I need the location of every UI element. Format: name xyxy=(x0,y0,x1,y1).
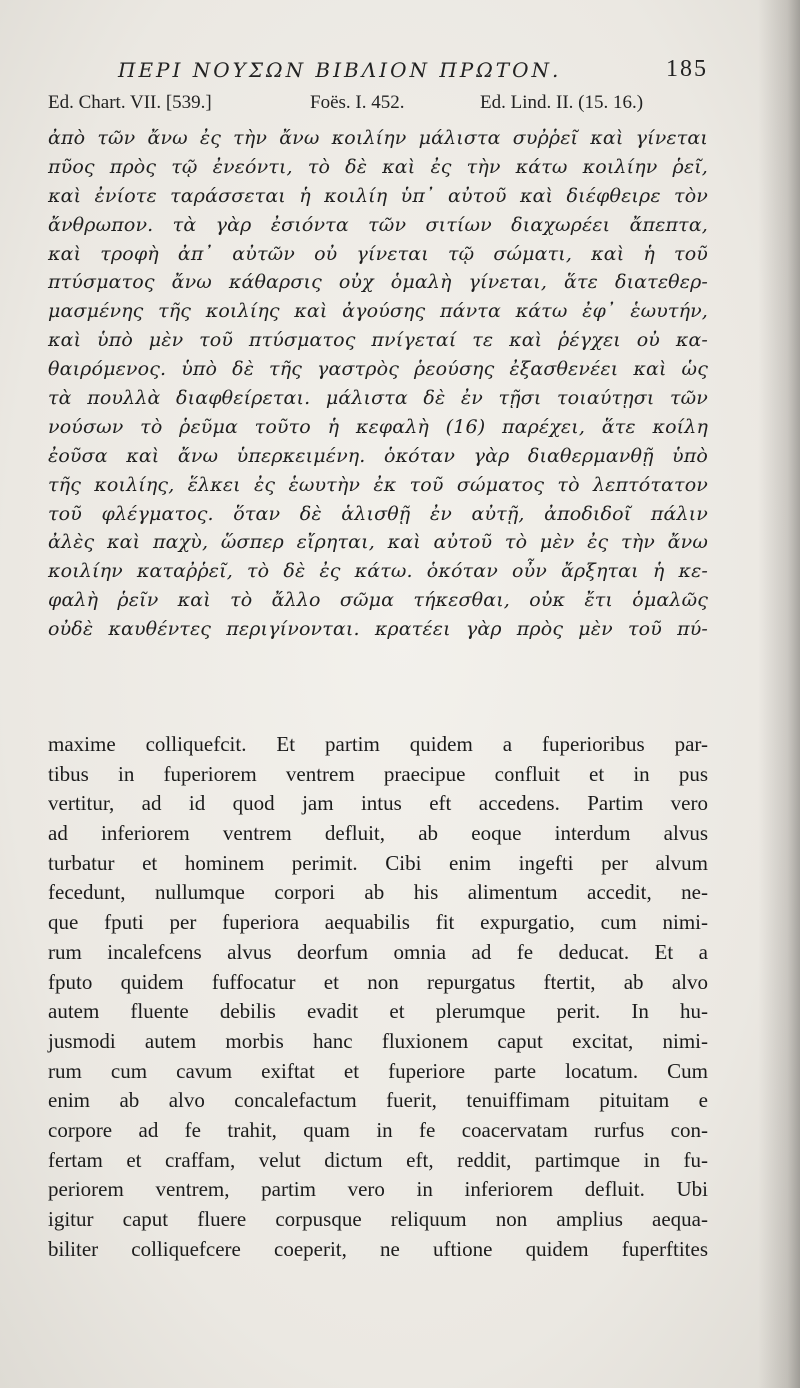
latin-line: vertitur, ad id quod jam intus eft accedens. Partim vero xyxy=(48,791,708,816)
greek-line: νούσων τὸ ῥεῦμα τοῦτο ἡ κεφαλὴ (16) παρέχει, ἅτε κοίλη xyxy=(48,415,708,438)
latin-line: corpore ad fe trahit, quam in fe coacervatam rurfus con- xyxy=(48,1117,708,1142)
page-header xyxy=(118,58,708,90)
lindenius-reference: Ed. Lind. II. (15. 16.) xyxy=(480,92,644,113)
edition-references xyxy=(48,92,708,120)
latin-line: biliter colliquefcere coeperit, ne uftione quidem fuperftites xyxy=(48,1236,708,1261)
greek-line: ἐοῦσα καὶ ἄνω ὑπερκειμένη. ὁκόταν γὰρ διαθερμανθῇ ὑπὸ xyxy=(48,444,708,467)
latin-line: enim ab alvo concalefactum fuerit, tenuiffimam pituitam e xyxy=(48,1088,708,1113)
latin-line: que fputi per fuperiora aequabilis fit expurgatio, cum nimi- xyxy=(48,910,708,935)
greek-line: τὰ πουλλὰ διαφθείρεται. μάλιστα δὲ ἐν τῇσι τοιαύτῃσι τῶν xyxy=(48,387,708,410)
latin-line: igitur caput fluere corpusque reliquum non amplius aequa- xyxy=(48,1207,708,1231)
greek-line: ἀλὲς καὶ παχὺ, ὥσπερ εἴρηται, καὶ αὐτοῦ τὸ μὲν ἐς τὴν ἄνω xyxy=(48,531,708,554)
page-number: 185 xyxy=(666,56,708,82)
greek-line: οὐδὲ καυθέντες περιγίνονται. κρατέει γὰρ πρὸς μὲν τοῦ πύ- xyxy=(48,618,708,641)
foesius-reference: Foës. I. 452. xyxy=(310,92,405,113)
running-title: ΠΕΡΙ ΝΟΥΣΩΝ ΒΙΒΛΙΟΝ ΠΡΩΤΟΝ. xyxy=(118,58,562,82)
page-edge-shadow xyxy=(758,0,800,1388)
greek-line: θαιρόμενος. ὑπὸ δὲ τῆς γαστρὸς ῥεούσης ἐξασθενέει καὶ ὡς xyxy=(48,358,708,381)
latin-line: ad inferiorem ventrem defluit, ab eoque interdum alvus xyxy=(48,821,708,846)
latin-line: periorem ventrem, partim vero in inferiorem defluit. Ubi xyxy=(48,1177,708,1202)
greek-line: τοῦ φλέγματος. ὅταν δὲ ἁλισθῇ ἐν αὐτῇ, ἀποδιδοῖ πάλιν xyxy=(48,502,708,525)
chartier-reference: Ed. Chart. VII. [539.] xyxy=(48,92,212,113)
greek-line: καὶ τροφὴ ἀπ᾿ αὐτῶν οὐ γίνεται τῷ σώματι, καὶ ἡ τοῦ xyxy=(48,242,708,265)
greek-line: πῦος πρὸς τῷ ἐνεόντι, τὸ δὲ καὶ ἐς τὴν κάτω κοιλίην ῥεῖ, xyxy=(48,155,708,178)
latin-line: maxime colliquefcit. Et partim quidem a fuperioribus par- xyxy=(48,732,708,756)
greek-text-block xyxy=(48,124,708,644)
latin-line: autem fluente debilis evadit et plerumque perit. In hu- xyxy=(48,999,708,1024)
greek-line: κοιλίην καταῤῥεῖ, τὸ δὲ ἐς κάτω. ὁκόταν οὖν ἄρξηται ἡ κε- xyxy=(48,560,708,583)
greek-line: τῆς κοιλίης, ἕλκει ἐς ἑωυτὴν ἐκ τοῦ σώματος τὸ λεπτότατον xyxy=(48,473,708,496)
greek-line: φαλὴ ῥεῖν καὶ τὸ ἄλλο σῶμα τήκεσθαι, οὐκ ἔτι ὁμαλῶς xyxy=(48,589,708,612)
latin-text-block xyxy=(48,730,708,1264)
latin-line: tibus in fuperiorem ventrem praecipue confluit et in pus xyxy=(48,761,708,786)
greek-line: ἄνθρωπον. τὰ γὰρ ἐσιόντα τῶν σιτίων διαχωρέει ἄπεπτα, xyxy=(48,213,708,236)
greek-line: καὶ ὑπὸ μὲν τοῦ πτύσματος πνίγεταί τε καὶ ῥέγχει οὐ κα- xyxy=(48,329,708,352)
latin-line: rum incalefcens alvus deorfum omnia ad fe deducat. Et a xyxy=(48,939,708,964)
latin-line: turbatur et hominem perimit. Cibi enim ingefti per alvum xyxy=(48,850,708,875)
latin-line: fertam et craffam, velut dictum eft, reddit, partimque in fu- xyxy=(48,1147,708,1172)
greek-line: καὶ ἐνίοτε ταράσσεται ἡ κοιλίη ὑπ᾿ αὐτοῦ καὶ διέφθειρε τὸν xyxy=(48,184,708,207)
latin-line: rum cum cavum exiftat et fuperiore parte locatum. Cum xyxy=(48,1058,708,1083)
greek-line: μασμένης τῆς κοιλίης καὶ ἀγούσης πάντα κάτω ἐφ᾿ ἑωυτήν, xyxy=(48,300,708,323)
latin-line: fputo quidem fuffocatur et non repurgatus ftertit, ab alvo xyxy=(48,969,708,994)
latin-line: jusmodi autem morbis hanc fluxionem caput excitat, nimi- xyxy=(48,1028,708,1053)
latin-line: fecedunt, nullumque corpori ab his alimentum accedit, ne- xyxy=(48,880,708,905)
greek-line: ἀπὸ τῶν ἄνω ἐς τὴν ἄνω κοιλίην μάλιστα συῤῥεῖ καὶ γίνεται xyxy=(48,127,708,149)
greek-line: πτύσματος ἄνω κάθαρσις οὐχ ὁμαλὴ γίνεται, ἅτε διατεθερ- xyxy=(48,271,708,294)
